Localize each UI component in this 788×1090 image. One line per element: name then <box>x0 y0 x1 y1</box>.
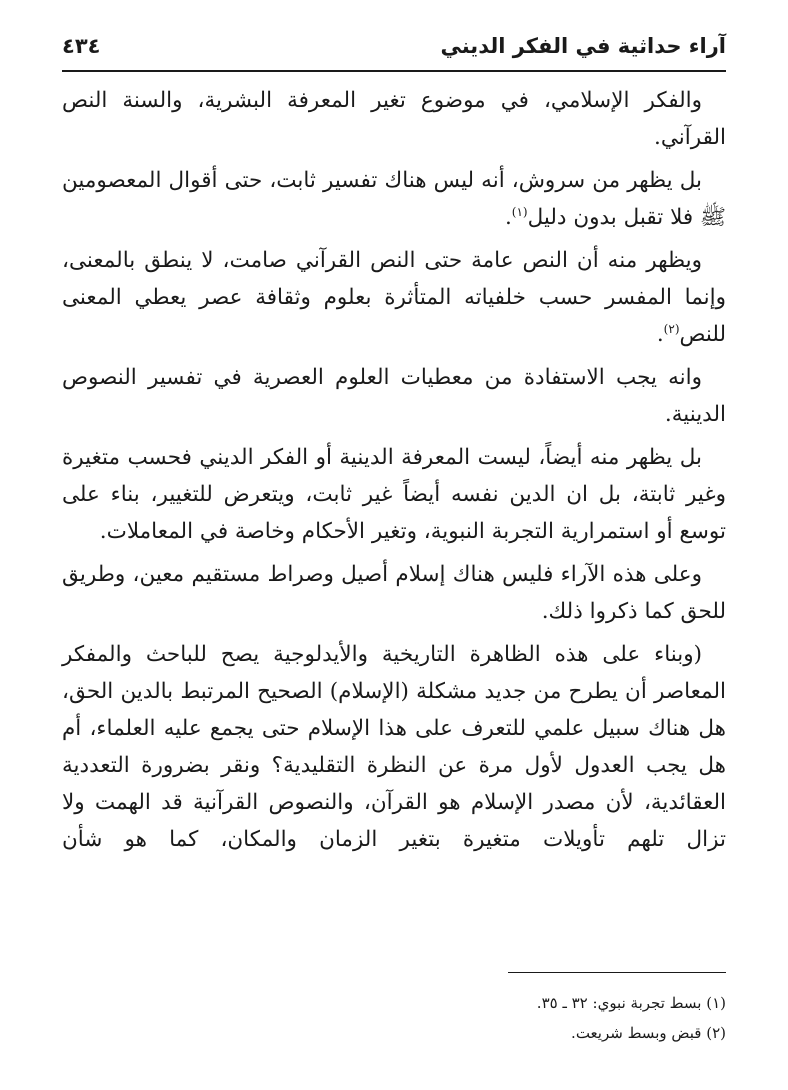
footnote-reference: (٢) <box>663 321 680 336</box>
paragraph-text: ويظهر منه أن النص عامة حتى النص القرآني صامت، لا ينطق بالمعنى، وإنما المفسر حسب خلفياته المتأثرة بعلوم وثقافة عصر يعطي المعنى للنص <box>62 248 726 347</box>
header-rule <box>62 70 726 72</box>
paragraph-text: بل يظهر من سروش، أنه ليس هناك تفسير ثابت، حتى أقوال المعصومين ﷺ فلا تقبل بدون دليل <box>62 168 726 230</box>
paragraph <box>62 439 726 550</box>
paragraph <box>62 636 726 858</box>
paragraph-tail: . <box>504 205 512 230</box>
paragraph <box>62 82 726 156</box>
footnote: (١) بسط تجربة نبوي: ٣٢ ـ ٣٥. <box>536 994 726 1012</box>
paragraph-text: (وبناء على هذه الظاهرة التاريخية والأيدلوجية يصح للباحث والمفكر المعاصر أن يطرح من جديد مشكلة (الإسلام) الصحيح المرتبط بالدين الحق، هل هناك سبيل علمي للتعرف على هذا الإسلام حتى يجمع عليه العلماء، أم هل يجب العدول لأول مرة عن النظرة التقليدية؟ ونقر بضرورة التعددية العقائدية، لأن مصدر الإسلام هو القرآن، والنصوص القرآنية قد الهمت ولا تزال تلهم تأويلات متغيرة بتغير الزمان والمكان، كما هو شأن <box>62 642 726 852</box>
paragraph-text: والفكر الإسلامي، في موضوع تغير المعرفة البشرية، والسنة النص القرآني. <box>62 88 726 150</box>
footnote-reference: (١) <box>511 204 528 219</box>
paragraph-tail: . <box>656 322 664 347</box>
footnote: (٢) قبض وبسط شريعت. <box>571 1024 726 1042</box>
page-header <box>62 26 726 66</box>
paragraph-text: وعلى هذه الآراء فليس هناك إسلام أصيل وصراط مستقيم معين، وطريق للحق كما ذكروا ذلك. <box>62 562 726 624</box>
page-number: ٤٣٤ <box>62 34 101 58</box>
footnotes <box>62 988 726 1048</box>
paragraph <box>62 359 726 433</box>
paragraph-text: وانه يجب الاستفادة من معطيات العلوم العصرية في تفسير النصوص الدينية. <box>62 365 726 427</box>
paragraph <box>62 242 726 353</box>
running-title: آراء حداثية في الفكر الديني <box>440 34 726 58</box>
paragraph <box>62 556 726 630</box>
paragraph-text: بل يظهر منه أيضاً، ليست المعرفة الدينية أو الفكر الديني فحسب متغيرة وغير ثابتة، بل ان الدين نفسه أيضاً غير ثابت، ويتعرض للتغيير، بناء على توسع أو استمرارية التجربة النبوية، وتغير الأحكام وخاصة في المعاملات. <box>62 445 726 544</box>
paragraph <box>62 162 726 236</box>
body-text <box>62 82 726 864</box>
footnote-separator <box>508 972 726 973</box>
